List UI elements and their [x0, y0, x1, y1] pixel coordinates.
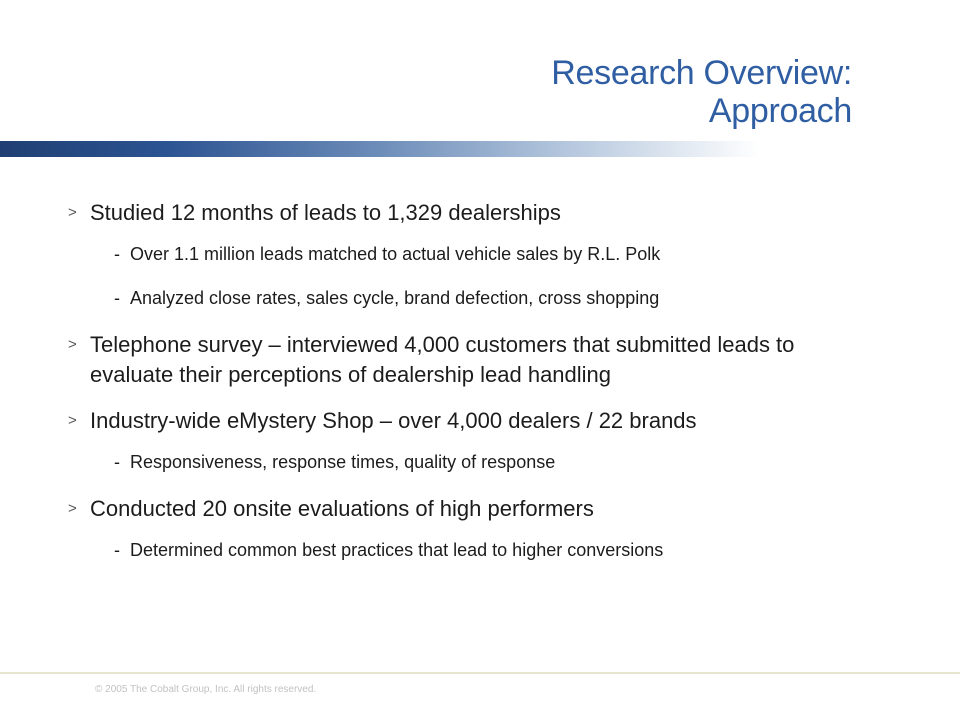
- sub-bullet-text: Over 1.1 million leads matched to actual vehicle sales by R.L. Polk: [130, 244, 661, 264]
- header-gradient-bar: [0, 141, 760, 157]
- sub-bullet-item: [68, 538, 868, 562]
- bullet-item: [68, 406, 868, 436]
- bullet-text: Telephone survey – interviewed 4,000 customers that submitted leads to evaluate their perceptions of dealership lead handling: [90, 332, 795, 387]
- title-line-2: Approach: [708, 92, 852, 130]
- copyright-footer: © 2005 The Cobalt Group, Inc. All rights reserved.: [95, 684, 317, 695]
- bullet-marker: >: [68, 336, 77, 353]
- sub-bullet-marker: -: [114, 452, 120, 472]
- sub-bullet-item: [68, 450, 868, 474]
- title-line-1: Research Overview:: [551, 54, 852, 92]
- sub-bullet-marker: -: [114, 540, 120, 560]
- bullet-item: [68, 198, 868, 228]
- sub-bullet-text: Analyzed close rates, sales cycle, brand defection, cross shopping: [130, 288, 660, 308]
- bullet-marker: >: [68, 500, 77, 517]
- sub-bullet-item: [68, 286, 868, 310]
- sub-bullet-item: [68, 242, 868, 266]
- page-title: [551, 54, 852, 130]
- bullet-marker: >: [68, 412, 77, 429]
- sub-bullet-marker: -: [114, 288, 120, 308]
- bullet-text: Conducted 20 onsite evaluations of high performers: [90, 496, 594, 521]
- bullet-item: [68, 330, 868, 390]
- sub-bullet-text: Responsiveness, response times, quality of response: [130, 452, 556, 472]
- bullet-marker: >: [68, 204, 77, 221]
- bullet-text: Studied 12 months of leads to 1,329 dealerships: [90, 200, 561, 225]
- bullet-list: [68, 198, 868, 582]
- sub-bullet-marker: -: [114, 244, 120, 264]
- bullet-item: [68, 494, 868, 524]
- footer-divider: [0, 672, 960, 674]
- bullet-text: Industry-wide eMystery Shop – over 4,000 dealers / 22 brands: [90, 408, 697, 433]
- sub-bullet-text: Determined common best practices that lead to higher conversions: [130, 540, 664, 560]
